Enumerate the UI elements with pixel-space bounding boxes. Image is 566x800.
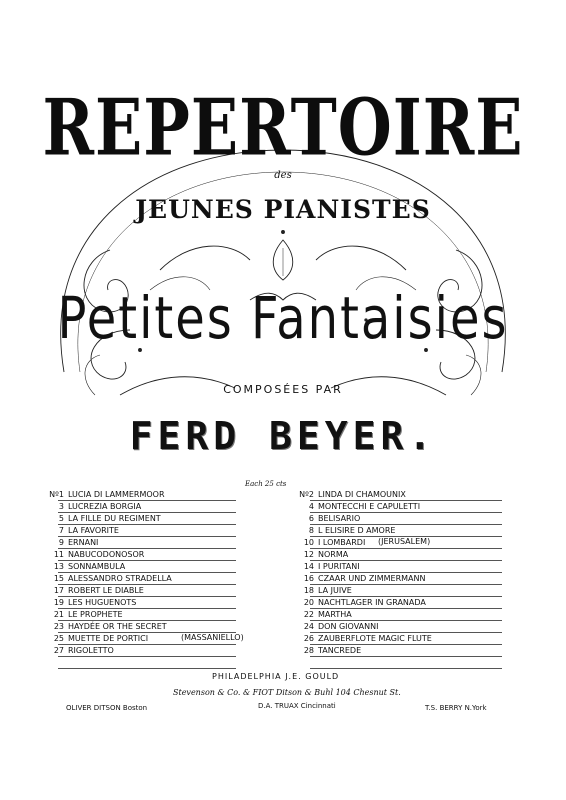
item-title: LA FAVORITE — [68, 526, 119, 535]
row-rule — [310, 512, 502, 513]
item-number: 14 — [303, 562, 314, 571]
item-number: 24 — [303, 622, 314, 631]
item-number: 10 — [303, 538, 314, 547]
item-title: LINDA DI CHAMOUNIX — [318, 490, 406, 499]
row-rule — [310, 572, 502, 573]
item-number: 21 — [53, 610, 64, 619]
item-title: LUCIA DI LAMMERMOOR — [68, 490, 165, 499]
row-rule — [58, 656, 236, 657]
row-rule — [310, 500, 502, 501]
row-rule — [58, 596, 236, 597]
item-number: 4 — [308, 502, 314, 511]
item-title: NACHTLAGER IN GRANADA — [318, 598, 426, 607]
item-number: 15 — [53, 574, 64, 583]
row-rule — [58, 632, 236, 633]
item-title: HAYDÉE OR THE SECRET — [68, 622, 167, 631]
row-rule — [58, 644, 236, 645]
composer-name: FERD BEYER. — [129, 414, 437, 458]
item-title: ALESSANDRO STRADELLA — [68, 574, 172, 583]
row-rule — [310, 536, 502, 537]
footer-truax: D.A. TRUAX Cincinnati — [258, 702, 336, 710]
row-rule — [58, 608, 236, 609]
left-extra-note: (MASSANIELLO) — [181, 633, 244, 642]
item-title: CZAAR UND ZIMMERMANN — [318, 574, 426, 583]
item-title: TANCREDE — [318, 646, 362, 655]
footer-right-publisher: T.S. BERRY N.York — [425, 704, 487, 712]
item-number: 3 — [58, 502, 64, 511]
row-rule — [58, 524, 236, 525]
item-title: LUCREZIA BORGIA — [68, 502, 142, 511]
item-title: ZAUBERFLOTE MAGIC FLUTE — [318, 634, 432, 643]
footer-city: PHILADELPHIA J.E. GOULD — [212, 672, 340, 681]
item-number: 22 — [303, 610, 314, 619]
item-title: SONNAMBULA — [68, 562, 126, 571]
main-title: REPERTOIRE — [42, 82, 524, 174]
item-number: 19 — [53, 598, 64, 607]
item-title: DON GIOVANNI — [318, 622, 379, 631]
composed-by-label: COMPOSÉES PAR — [223, 383, 343, 396]
item-number: 6 — [308, 514, 314, 523]
row-rule — [310, 656, 502, 657]
row-rule — [58, 584, 236, 585]
item-number: 5 — [58, 514, 64, 523]
row-rule — [310, 644, 502, 645]
item-title: LE PROPHETE — [68, 610, 123, 619]
item-number: 9 — [58, 538, 64, 547]
item-number: 27 — [53, 646, 64, 655]
item-number: 12 — [303, 550, 314, 559]
item-title: LA FILLE DU REGIMENT — [68, 514, 161, 523]
item-title: I LOMBARDI — [318, 538, 366, 547]
item-number: Nº2 — [299, 490, 314, 499]
item-number: 18 — [303, 586, 314, 595]
item-title: NORMA — [318, 550, 349, 559]
right-extra-note: (JERUSALEM) — [378, 537, 431, 546]
row-rule — [58, 512, 236, 513]
item-number: Nº1 — [49, 490, 64, 499]
footer-left-publisher: OLIVER DITSON Boston — [66, 704, 148, 712]
row-rule — [310, 584, 502, 585]
row-rule — [58, 668, 236, 669]
row-rule — [310, 632, 502, 633]
item-title: ERNANI — [68, 538, 99, 547]
item-number: 13 — [53, 562, 64, 571]
row-rule — [58, 548, 236, 549]
item-number: 11 — [53, 550, 64, 559]
row-rule — [310, 560, 502, 561]
item-title: LES HUGUENOTS — [68, 598, 137, 607]
item-title: BELISARIO — [318, 514, 361, 523]
item-title: NABUCODONOSOR — [68, 550, 145, 559]
item-number: 26 — [303, 634, 314, 643]
item-number: 7 — [58, 526, 64, 535]
item-number: 28 — [303, 646, 314, 655]
item-title: MUETTE DE PORTICI — [68, 634, 149, 643]
item-number: 8 — [308, 526, 314, 535]
item-number: 25 — [53, 634, 64, 643]
item-title: MONTECCHI E CAPULETTI — [318, 502, 421, 511]
row-rule — [310, 524, 502, 525]
row-rule — [58, 620, 236, 621]
item-title: LA JUIVE — [318, 586, 352, 595]
row-rule — [58, 500, 236, 501]
footer-publishers: Stevenson & Co. & FIOT Ditson & Buhl 104 Chesnut St. — [173, 688, 401, 697]
row-rule — [310, 668, 502, 669]
series-title: Petites Fantaisies — [57, 285, 509, 353]
item-title: MARTHA — [318, 610, 352, 619]
item-number: 23 — [53, 622, 64, 631]
item-title: RIGOLETTO — [68, 646, 114, 655]
row-rule — [58, 560, 236, 561]
price-note: Each 25 cts — [245, 480, 287, 488]
item-title: L ELISIRE D AMORE — [318, 526, 396, 535]
row-rule — [58, 572, 236, 573]
row-rule — [310, 620, 502, 621]
item-number: 20 — [303, 598, 314, 607]
row-rule — [310, 548, 502, 549]
title-connector: des — [274, 170, 292, 181]
item-number: 16 — [303, 574, 314, 583]
row-rule — [310, 596, 502, 597]
subtitle: JEUNES PIANISTES — [135, 195, 431, 224]
item-title: ROBERT LE DIABLE — [68, 586, 144, 595]
row-rule — [58, 536, 236, 537]
item-title: I PURITANI — [318, 562, 360, 571]
item-number: 17 — [53, 586, 64, 595]
row-rule — [310, 608, 502, 609]
